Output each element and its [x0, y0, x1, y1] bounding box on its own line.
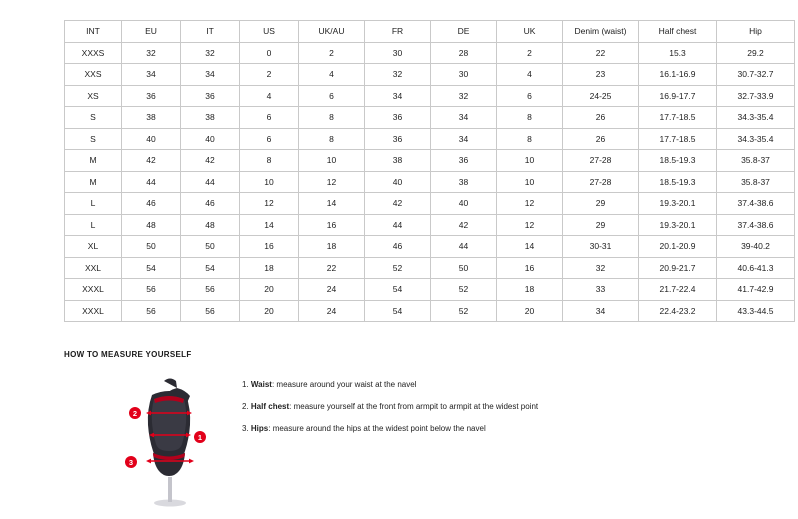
table-cell: 40.6-41.3: [717, 257, 795, 279]
table-row: [65, 171, 795, 193]
table-cell: 44: [431, 236, 497, 258]
table-cell: 42: [122, 150, 181, 172]
table-cell: 26: [563, 128, 639, 150]
table-cell: 43.3-44.5: [717, 300, 795, 322]
table-cell: 38: [122, 107, 181, 129]
svg-text:2: 2: [132, 409, 138, 419]
table-cell: 24: [299, 279, 365, 301]
table-cell: 40: [365, 171, 431, 193]
table-cell: 20: [240, 300, 299, 322]
table-cell: L: [65, 193, 122, 215]
table-cell: 18.5-19.3: [639, 150, 717, 172]
table-cell: 40: [122, 128, 181, 150]
table-cell: 34: [365, 85, 431, 107]
table-cell: 34: [181, 64, 240, 86]
table-cell: 18: [497, 279, 563, 301]
table-cell: 28: [431, 42, 497, 64]
table-row: [65, 128, 795, 150]
table-cell: 0: [240, 42, 299, 64]
table-cell: 56: [122, 300, 181, 322]
table-cell: 2: [240, 64, 299, 86]
table-cell: 54: [365, 300, 431, 322]
table-cell: 42: [431, 214, 497, 236]
table-cell: 36: [365, 107, 431, 129]
table-cell: 4: [240, 85, 299, 107]
table-row: [65, 107, 795, 129]
table-cell: 30.7-32.7: [717, 64, 795, 86]
table-header-cell: Half chest: [639, 21, 717, 43]
table-cell: 16: [299, 214, 365, 236]
svg-text:1: 1: [197, 433, 203, 443]
table-cell: 19.3-20.1: [639, 214, 717, 236]
table-cell: 22.4-23.2: [639, 300, 717, 322]
table-cell: 16.1-16.9: [639, 64, 717, 86]
table-cell: 54: [181, 257, 240, 279]
table-cell: 8: [299, 128, 365, 150]
size-conversion-table: [64, 20, 795, 322]
table-cell: XS: [65, 85, 122, 107]
marker-1-badge: [194, 431, 206, 443]
table-header-cell: UK: [497, 21, 563, 43]
table-cell: 20: [240, 279, 299, 301]
table-cell: 12: [497, 193, 563, 215]
table-cell: 46: [122, 193, 181, 215]
table-cell: 40: [181, 128, 240, 150]
table-header-cell: EU: [122, 21, 181, 43]
table-cell: 29: [563, 193, 639, 215]
table-cell: 22: [563, 42, 639, 64]
table-cell: 10: [497, 171, 563, 193]
table-row: [65, 214, 795, 236]
table-cell: 32: [181, 42, 240, 64]
measure-step: [242, 379, 722, 390]
table-cell: 52: [431, 300, 497, 322]
table-cell: 18.5-19.3: [639, 171, 717, 193]
mannequin-illustration: [104, 373, 234, 508]
table-cell: 16: [497, 257, 563, 279]
table-cell: 40: [431, 193, 497, 215]
table-cell: 6: [240, 128, 299, 150]
table-header-cell: DE: [431, 21, 497, 43]
table-cell: XXXS: [65, 42, 122, 64]
how-to-measure-section: [64, 350, 744, 468]
step-number: 1.: [242, 380, 249, 389]
step-label: Half chest: [250, 402, 290, 411]
table-cell: 30: [365, 42, 431, 64]
table-cell: 4: [497, 64, 563, 86]
table-cell: 22: [299, 257, 365, 279]
table-cell: S: [65, 128, 122, 150]
step-number: 3.: [242, 424, 249, 433]
measure-step: [242, 401, 722, 412]
table-cell: 41.7-42.9: [717, 279, 795, 301]
table-cell: 34: [122, 64, 181, 86]
table-row: [65, 42, 795, 64]
table-cell: 56: [122, 279, 181, 301]
table-cell: 44: [122, 171, 181, 193]
table-cell: 46: [365, 236, 431, 258]
table-cell: 20.9-21.7: [639, 257, 717, 279]
table-header-cell: IT: [181, 21, 240, 43]
table-cell: 32: [122, 42, 181, 64]
table-cell: 16.9-17.7: [639, 85, 717, 107]
table-cell: 16: [240, 236, 299, 258]
step-text: : measure yourself at the front from armpit to armpit at the widest point: [289, 402, 539, 411]
table-cell: 34.3-35.4: [717, 128, 795, 150]
table-header-cell: INT: [65, 21, 122, 43]
size-table-container: [64, 20, 774, 322]
table-cell: 36: [122, 85, 181, 107]
table-cell: 32: [431, 85, 497, 107]
table-cell: 42: [365, 193, 431, 215]
table-cell: 8: [299, 107, 365, 129]
table-cell: 29.2: [717, 42, 795, 64]
table-cell: 24: [299, 300, 365, 322]
table-header: [65, 21, 795, 43]
table-cell: 17.7-18.5: [639, 107, 717, 129]
table-cell: 36: [365, 128, 431, 150]
table-cell: 20: [497, 300, 563, 322]
table-body: [65, 42, 795, 322]
table-cell: 48: [122, 214, 181, 236]
marker-3-badge: [125, 456, 137, 468]
table-cell: 27-28: [563, 171, 639, 193]
table-cell: 21.7-22.4: [639, 279, 717, 301]
table-cell: 4: [299, 64, 365, 86]
table-row: [65, 150, 795, 172]
table-cell: 52: [431, 279, 497, 301]
table-cell: 14: [497, 236, 563, 258]
table-cell: 24-25: [563, 85, 639, 107]
table-cell: 54: [122, 257, 181, 279]
table-cell: 36: [181, 85, 240, 107]
table-cell: 50: [122, 236, 181, 258]
table-cell: 34.3-35.4: [717, 107, 795, 129]
table-cell: 39-40.2: [717, 236, 795, 258]
step-text: : measure around the hips at the widest point below the navel: [268, 424, 486, 433]
table-cell: 46: [181, 193, 240, 215]
mannequin-svg: [104, 373, 234, 508]
table-cell: XXS: [65, 64, 122, 86]
table-cell: XXXL: [65, 300, 122, 322]
table-cell: 26: [563, 107, 639, 129]
table-cell: 29: [563, 214, 639, 236]
table-cell: 37.4-38.6: [717, 193, 795, 215]
step-number: 2.: [242, 402, 249, 411]
table-cell: 52: [365, 257, 431, 279]
table-cell: 56: [181, 300, 240, 322]
step-label: Hips: [250, 424, 269, 433]
table-cell: XL: [65, 236, 122, 258]
table-cell: 8: [497, 107, 563, 129]
table-cell: 15.3: [639, 42, 717, 64]
table-cell: 38: [365, 150, 431, 172]
table-cell: 19.3-20.1: [639, 193, 717, 215]
table-cell: 37.4-38.6: [717, 214, 795, 236]
table-cell: 35.8-37: [717, 171, 795, 193]
table-header-cell: UK/AU: [299, 21, 365, 43]
table-row: [65, 300, 795, 322]
table-cell: 2: [299, 42, 365, 64]
table-cell: 6: [497, 85, 563, 107]
table-cell: S: [65, 107, 122, 129]
table-cell: 30-31: [563, 236, 639, 258]
table-cell: 34: [563, 300, 639, 322]
table-cell: 2: [497, 42, 563, 64]
table-cell: M: [65, 171, 122, 193]
table-cell: 32: [563, 257, 639, 279]
measure-step: [242, 423, 722, 434]
step-text: : measure around your waist at the navel: [271, 380, 417, 389]
table-cell: M: [65, 150, 122, 172]
step-label: Waist: [250, 380, 272, 389]
table-header-row: [65, 21, 795, 43]
table-cell: 10: [497, 150, 563, 172]
table-cell: 18: [299, 236, 365, 258]
table-cell: 34: [431, 107, 497, 129]
svg-text:3: 3: [128, 458, 134, 468]
table-cell: 32: [365, 64, 431, 86]
how-to-measure-title: HOW TO MEASURE YOURSELF: [64, 350, 192, 359]
table-cell: L: [65, 214, 122, 236]
table-cell: 18: [240, 257, 299, 279]
table-row: [65, 236, 795, 258]
table-cell: 14: [240, 214, 299, 236]
table-row: [65, 257, 795, 279]
marker-2-badge: [129, 407, 141, 419]
table-cell: 50: [431, 257, 497, 279]
table-header-cell: Hip: [717, 21, 795, 43]
table-cell: 6: [240, 107, 299, 129]
table-cell: 50: [181, 236, 240, 258]
table-cell: 54: [365, 279, 431, 301]
table-cell: 44: [365, 214, 431, 236]
table-cell: 8: [497, 128, 563, 150]
table-header-cell: Denim (waist): [563, 21, 639, 43]
table-cell: 10: [299, 150, 365, 172]
table-cell: 6: [299, 85, 365, 107]
table-cell: 36: [431, 150, 497, 172]
table-cell: 8: [240, 150, 299, 172]
table-cell: 44: [181, 171, 240, 193]
table-cell: 33: [563, 279, 639, 301]
table-cell: 23: [563, 64, 639, 86]
table-cell: 12: [497, 214, 563, 236]
table-cell: 12: [240, 193, 299, 215]
table-cell: 48: [181, 214, 240, 236]
table-header-cell: FR: [365, 21, 431, 43]
table-row: [65, 193, 795, 215]
table-cell: 34: [431, 128, 497, 150]
table-cell: 38: [431, 171, 497, 193]
table-cell: 20.1-20.9: [639, 236, 717, 258]
table-cell: 10: [240, 171, 299, 193]
table-row: [65, 279, 795, 301]
table-row: [65, 85, 795, 107]
measure-steps-list: [242, 379, 722, 445]
table-cell: 27-28: [563, 150, 639, 172]
table-cell: 30: [431, 64, 497, 86]
table-cell: 32.7-33.9: [717, 85, 795, 107]
table-cell: 38: [181, 107, 240, 129]
table-cell: 42: [181, 150, 240, 172]
table-cell: 14: [299, 193, 365, 215]
table-cell: 35.8-37: [717, 150, 795, 172]
table-cell: 56: [181, 279, 240, 301]
table-header-cell: US: [240, 21, 299, 43]
table-cell: XXXL: [65, 279, 122, 301]
table-row: [65, 64, 795, 86]
table-cell: 17.7-18.5: [639, 128, 717, 150]
table-cell: XXL: [65, 257, 122, 279]
table-cell: 12: [299, 171, 365, 193]
